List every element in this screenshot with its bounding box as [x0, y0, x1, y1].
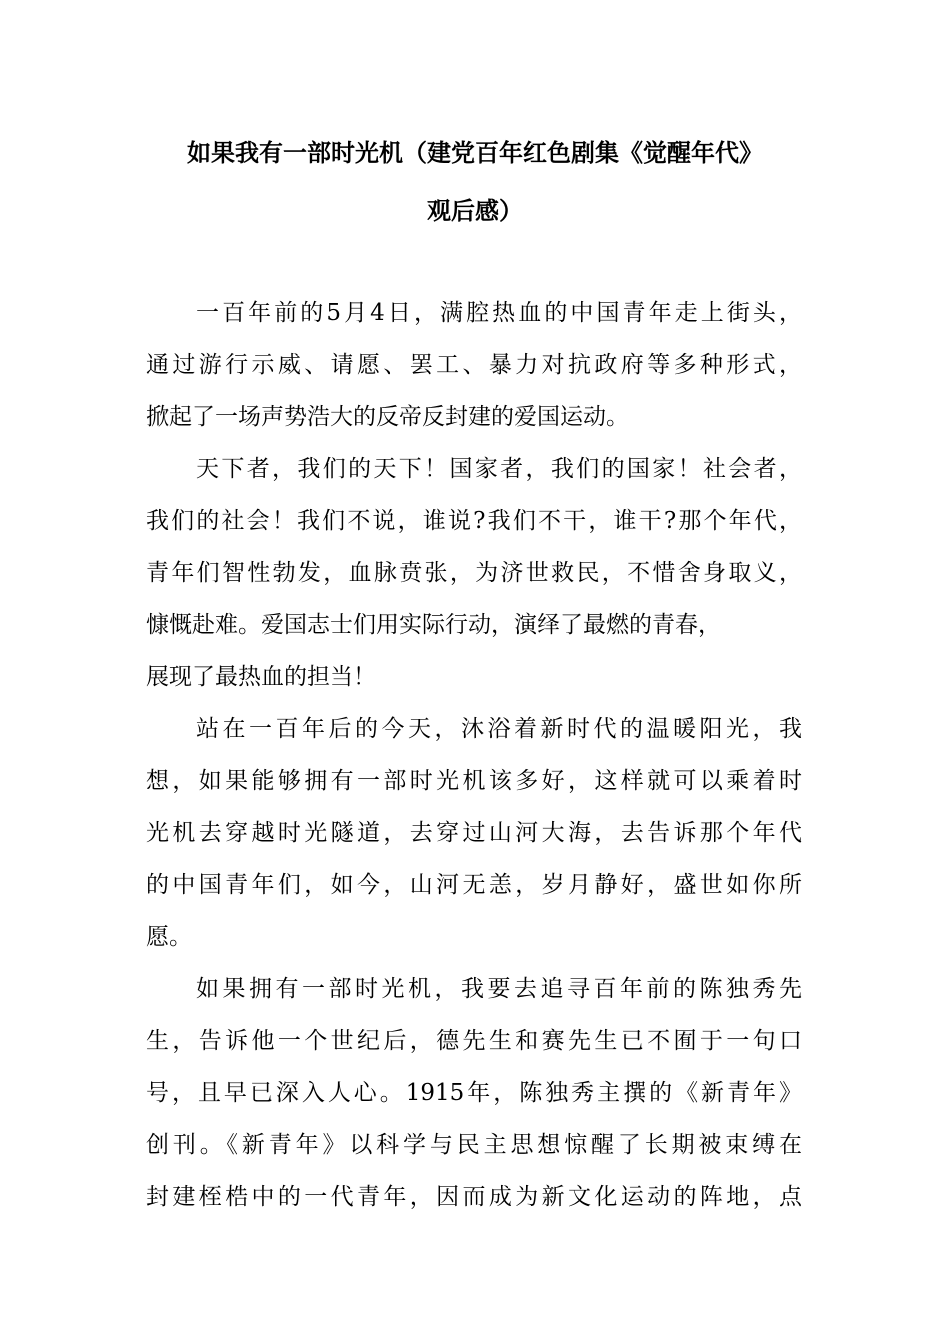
- paragraph-line: 我们的社会！我们不说，谁说?我们不干，谁干?那个年代，: [146, 508, 802, 534]
- paragraph-line: 创刊。《新青年》以科学与民主思想惊醒了长期被束缚在: [146, 1132, 802, 1158]
- paragraph-line: 光机去穿越时光隧道，去穿过山河大海，去告诉那个年代: [146, 820, 802, 846]
- document-body: [146, 287, 802, 1223]
- paragraph-1: [146, 287, 802, 443]
- paragraph-line: 号，且早已深入人心。1915年，陈独秀主撰的《新青年》: [146, 1080, 802, 1106]
- paragraph-line: 一百年前的5月4日，满腔热血的中国青年走上街头，: [196, 300, 802, 326]
- paragraph-line: 天下者，我们的天下！国家者，我们的国家！社会者，: [196, 456, 802, 482]
- paragraph-line: 想，如果能够拥有一部时光机该多好，这样就可以乘着时: [146, 768, 802, 794]
- paragraph-line: 愿。: [146, 924, 192, 950]
- document-title: [146, 124, 804, 240]
- paragraph-2: [146, 443, 802, 703]
- paragraph-line: 的中国青年们，如今，山河无恙，岁月静好，盛世如你所: [146, 872, 802, 898]
- paragraph-line: 通过游行示威、请愿、罢工、暴力对抗政府等多种形式，: [146, 352, 802, 378]
- title-line-1: 如果我有一部时光机（建党百年红色剧集《觉醒年代》: [187, 139, 763, 167]
- paragraph-3: [146, 703, 802, 963]
- paragraph-line: 站在一百年后的今天，沐浴着新时代的温暖阳光，我: [196, 716, 802, 742]
- paragraph-line: 掀起了一场声势浩大的反帝反封建的爱国运动。: [146, 404, 629, 430]
- paragraph-line: 慷慨赴难。爱国志士们用实际行动，演绎了最燃的青春，: [146, 612, 721, 638]
- title-line-2: 观后感）: [427, 197, 523, 225]
- paragraph-4: [146, 963, 802, 1223]
- paragraph-line: 青年们智性勃发，血脉贲张，为济世救民，不惜舍身取义，: [146, 560, 802, 586]
- paragraph-line: 生，告诉他一个世纪后，德先生和赛先生已不囿于一句口: [146, 1028, 802, 1054]
- paragraph-line: 封建桎梏中的一代青年，因而成为新文化运动的阵地，点: [146, 1184, 802, 1210]
- paragraph-line: 展现了最热血的担当！: [146, 664, 376, 690]
- paragraph-line: 如果拥有一部时光机，我要去追寻百年前的陈独秀先: [196, 976, 802, 1002]
